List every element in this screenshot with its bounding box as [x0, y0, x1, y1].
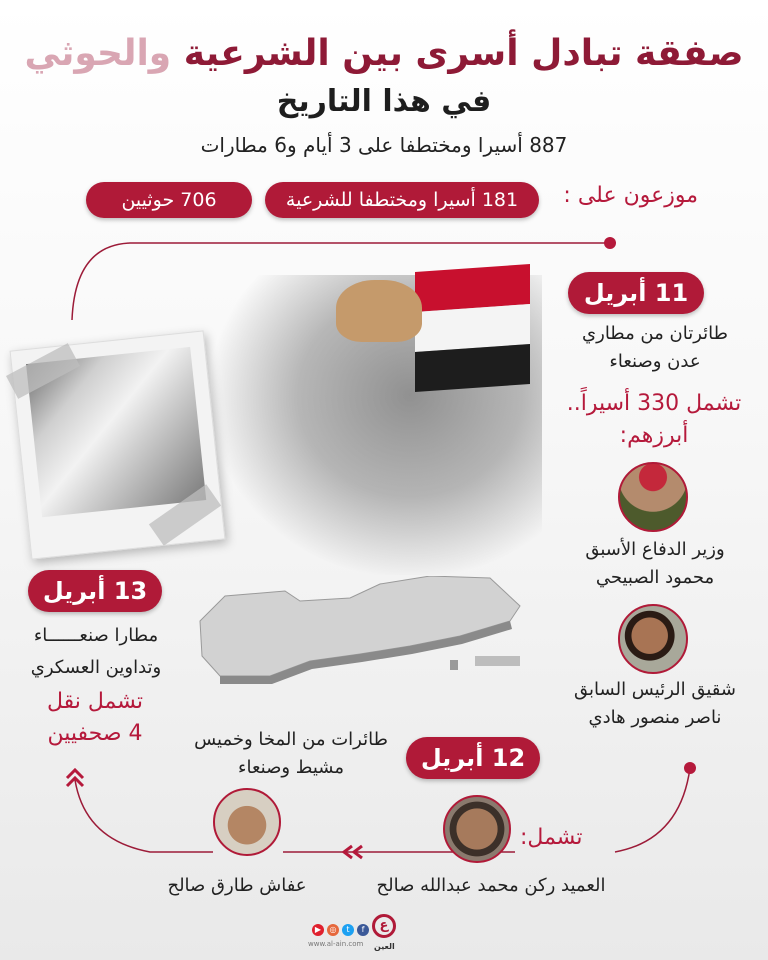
day11-desc-line1: طائرتان من مطاري — [582, 323, 728, 344]
avatar-mahmoud-subaihi — [618, 462, 688, 532]
footer-branding — [300, 912, 440, 956]
website-link[interactable]: www.al-ain.com — [308, 940, 364, 948]
yemen-map-image — [190, 576, 560, 686]
title-light-part: والحوثي — [24, 33, 172, 74]
person-name: عفاش طارق صالح — [167, 875, 307, 896]
headwrap-image — [336, 280, 422, 342]
day12-includes-label: تشمل: — [520, 825, 583, 850]
day13-desc-line2: وتداوين العسكري — [30, 657, 162, 678]
social-links — [312, 924, 369, 936]
shareia-count-badge: 181 أسيرا ومختطفا للشرعية — [265, 182, 539, 218]
person-card — [548, 536, 762, 592]
yemen-flag-image — [415, 264, 530, 392]
day11-description — [560, 320, 750, 376]
person-card — [548, 676, 762, 732]
instagram-icon[interactable]: ◎ — [327, 924, 339, 936]
page-title — [0, 28, 768, 80]
youtube-icon[interactable]: ▶ — [312, 924, 324, 936]
facebook-icon[interactable]: f — [357, 924, 369, 936]
al-ain-logo-icon: ع — [372, 914, 396, 938]
twitter-icon[interactable]: t — [342, 924, 354, 936]
day11-includes — [546, 388, 762, 452]
day11-includes-line2: أبرزهم: — [619, 423, 689, 448]
day12-desc-line1: طائرات من المخا وخميس — [194, 729, 388, 750]
avatar-nasser-hadi — [618, 604, 688, 674]
day13-includes-line2: 4 صحفيين — [47, 721, 143, 746]
avatar-mohammed-abdullah-saleh — [443, 795, 511, 863]
day13-description — [8, 620, 184, 684]
day11-desc-line2: عدن وصنعاء — [609, 351, 701, 372]
day12-desc-line2: مشيط وصنعاء — [238, 757, 344, 778]
date-badge-13-april: 13 أبريل — [28, 570, 162, 612]
subtitle: 887 أسيرا ومختطفا على 3 أيام و6 مطارات — [200, 133, 568, 157]
title-dark-part: صفقة تبادل أسرى بين الشرعية — [183, 33, 744, 74]
avatar-affash-tareq-saleh — [213, 788, 281, 856]
person-title: شقيق الرئيس السابق — [574, 679, 736, 700]
day13-includes — [10, 686, 180, 750]
day13-desc-line1: مطارا صنعــــــاء — [33, 625, 159, 646]
day12-description — [186, 726, 396, 782]
houthi-count-badge: 706 حوثيين — [86, 182, 252, 218]
person-name: محمود الصبيحي — [595, 567, 715, 588]
date-badge-11-april: 11 أبريل — [568, 272, 704, 314]
page-title-line2: في هذا التاريخ — [276, 84, 492, 119]
person-title: وزير الدفاع الأسبق — [585, 539, 725, 560]
date-badge-12-april: 12 أبريل — [406, 737, 540, 779]
distribution-label: موزعون على : — [563, 183, 698, 208]
person-name: ناصر منصور هادي — [588, 707, 722, 728]
day11-includes-line1: تشمل 330 أسيراً.. — [566, 391, 742, 416]
day13-includes-line1: تشمل نقل — [46, 689, 144, 714]
logo-text: العين — [374, 942, 395, 951]
person-name: العميد ركن محمد عبدالله صالح — [376, 875, 606, 896]
